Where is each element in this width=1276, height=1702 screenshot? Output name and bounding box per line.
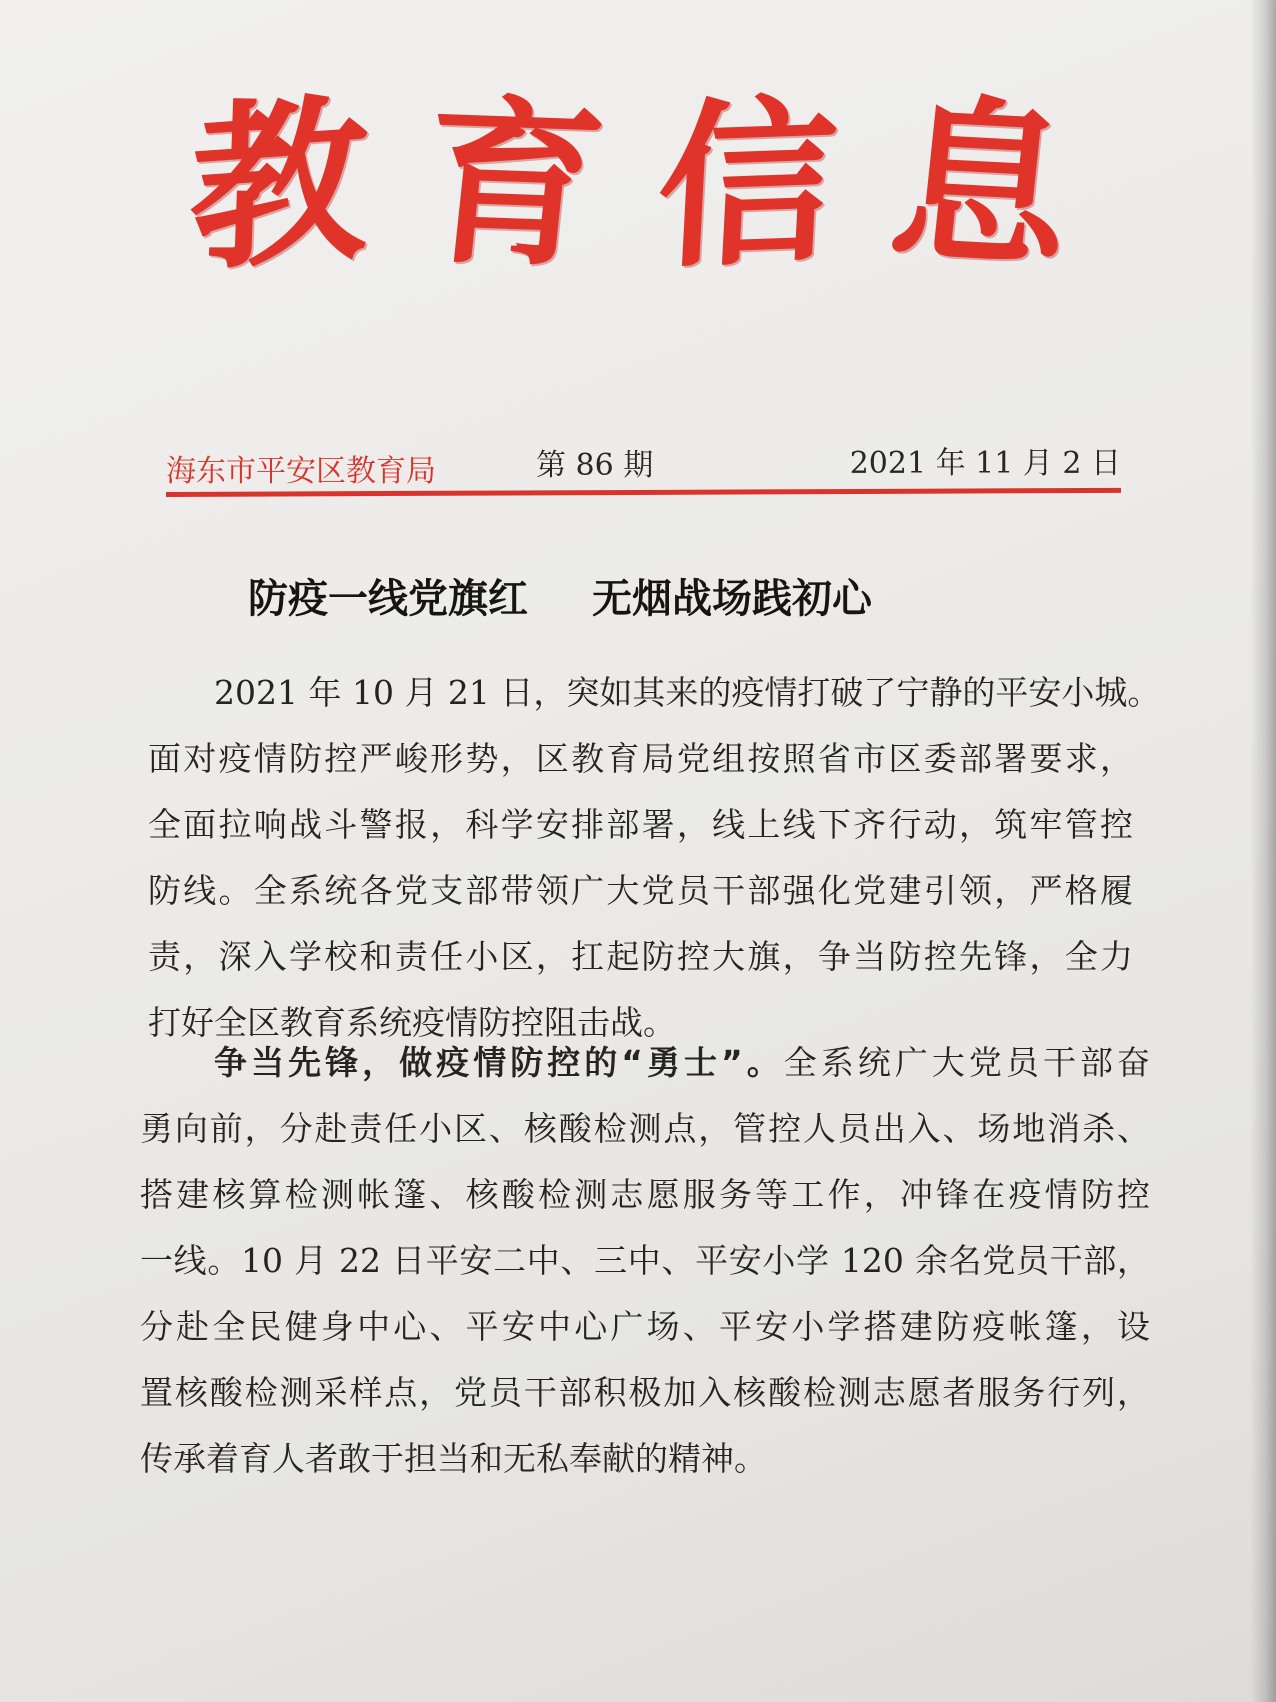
article-title — [248, 567, 1028, 624]
paragraph-line: 置核酸检测采样点，党员干部积极加入核酸检测志愿者服务行列， — [140, 1373, 1150, 1412]
paragraph-line: 分赴全民健身中心、平安中心广场、平安小学搭建防疫帐篷，设 — [140, 1307, 1150, 1346]
paragraph-line: 2021 年 10 月 21 日，突如其来的疫情打破了宁静的平安小城。 — [148, 673, 1161, 712]
paragraph-line: 全面拉响战斗警报，科学安排部署，线上线下齐行动，筑牢管控 — [148, 805, 1133, 844]
article-title-part1: 防疫一线党旗红 — [248, 576, 528, 622]
issue-number: 第 86 期 — [536, 448, 654, 483]
paragraph-1 — [148, 660, 1161, 1056]
masthead-title — [186, 73, 1081, 296]
paragraph-2-lead: 争当先锋，做疫情防控的“勇士”。 — [214, 1043, 784, 1082]
masthead-char: 信 — [652, 76, 842, 293]
masthead-char: 息 — [881, 75, 1081, 294]
masthead-char: 教 — [186, 73, 372, 296]
paragraph-line: 搭建核算检测帐篷、核酸检测志愿服务等工作，冲锋在疫情防控 — [140, 1175, 1150, 1214]
paragraph-line — [140, 1030, 1150, 1096]
paragraph-line: 防线。全系统各党支部带领广大党员干部强化党建引领，严格履 — [148, 871, 1133, 910]
issue-line — [166, 432, 1121, 489]
paragraph-line: 传承着育人者敢于担当和无私奉献的精神。 — [140, 1439, 767, 1478]
masthead-char: 育 — [413, 77, 613, 292]
paragraph-2-first-rest: 全系统广大党员干部奋 — [783, 1043, 1151, 1082]
paragraph-line: 面对疫情防控严峻形势，区教育局党组按照省市区委部署要求， — [148, 739, 1133, 778]
paragraph-line: 打好全区教育系统疫情防控阻击战。 — [148, 1003, 676, 1042]
issue-date: 2021 年 11 月 2 日 — [849, 446, 1121, 481]
paragraph-2 — [140, 1030, 1150, 1492]
paragraph-line: 一线。10 月 22 日平安二中、三中、平安小学 120 余名党员干部， — [140, 1241, 1150, 1280]
paragraph-line: 勇向前，分赴责任小区、核酸检测点，管控人员出入、场地消杀、 — [140, 1109, 1150, 1148]
publisher-name: 海东市平安区教育局 — [166, 454, 436, 489]
article-title-part2: 无烟战场践初心 — [592, 576, 872, 622]
paragraph-line: 责，深入学校和责任小区，扛起防控大旗，争当防控先锋，全力 — [148, 937, 1133, 976]
